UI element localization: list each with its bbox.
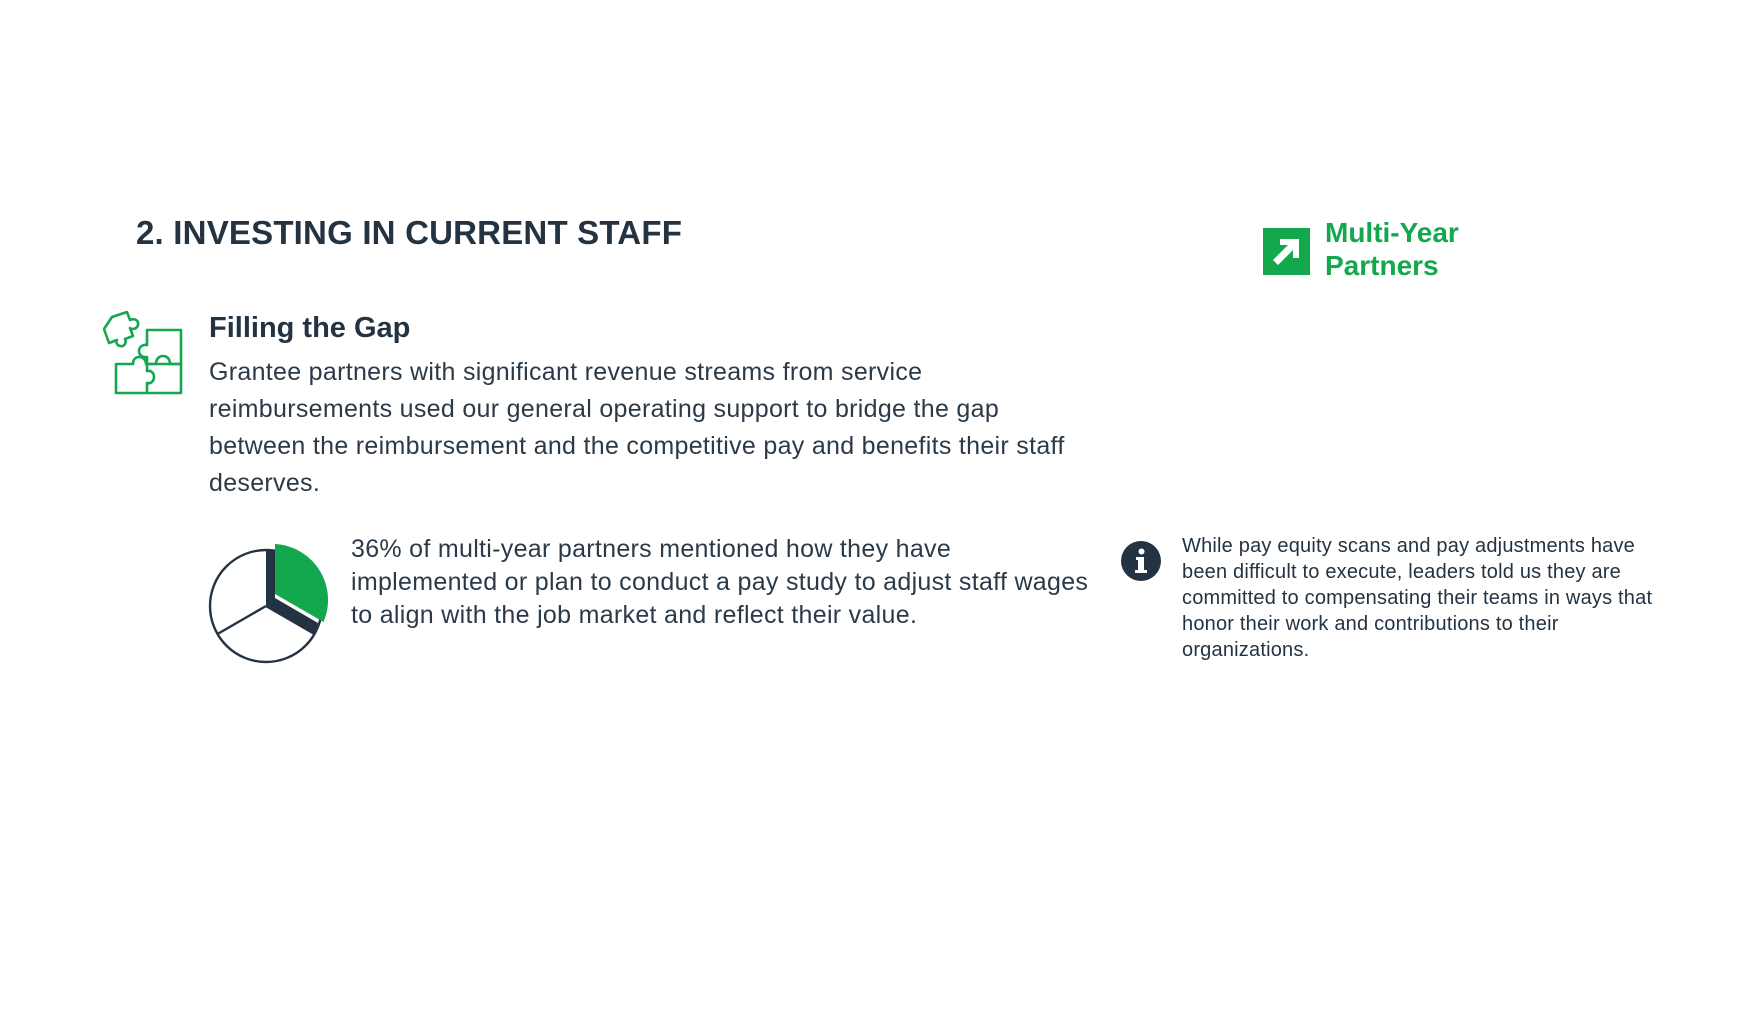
subsection-title: Filling the Gap xyxy=(209,312,411,344)
section-title: 2. INVESTING IN CURRENT STAFF xyxy=(136,214,683,251)
note-text: While pay equity scans and pay adjustments have been difficult to execute, leaders told us they are committed to compensating their teams in ways that honor their work and contributions to their organizations. xyxy=(1182,535,1653,661)
subsection-body: Grantee partners with significant revenue streams from service reimbursements used our general operating support to bridge the gap between the reimbursement and the competitive pay and benefits their staff deserves. xyxy=(209,358,1065,497)
info-icon xyxy=(1121,541,1161,581)
pie-chart-icon xyxy=(206,538,332,664)
arrow-up-right-icon xyxy=(1263,228,1310,275)
badge-label: Multi-Year Partners xyxy=(1325,217,1459,281)
puzzle-pieces-icon xyxy=(103,311,185,395)
multi-year-partners-badge xyxy=(1263,216,1525,282)
stat-text: 36% of multi-year partners mentioned how they have implemented or plan to conduct a pay study to adjust staff wages to align with the job market and reflect their value. xyxy=(351,535,1089,629)
